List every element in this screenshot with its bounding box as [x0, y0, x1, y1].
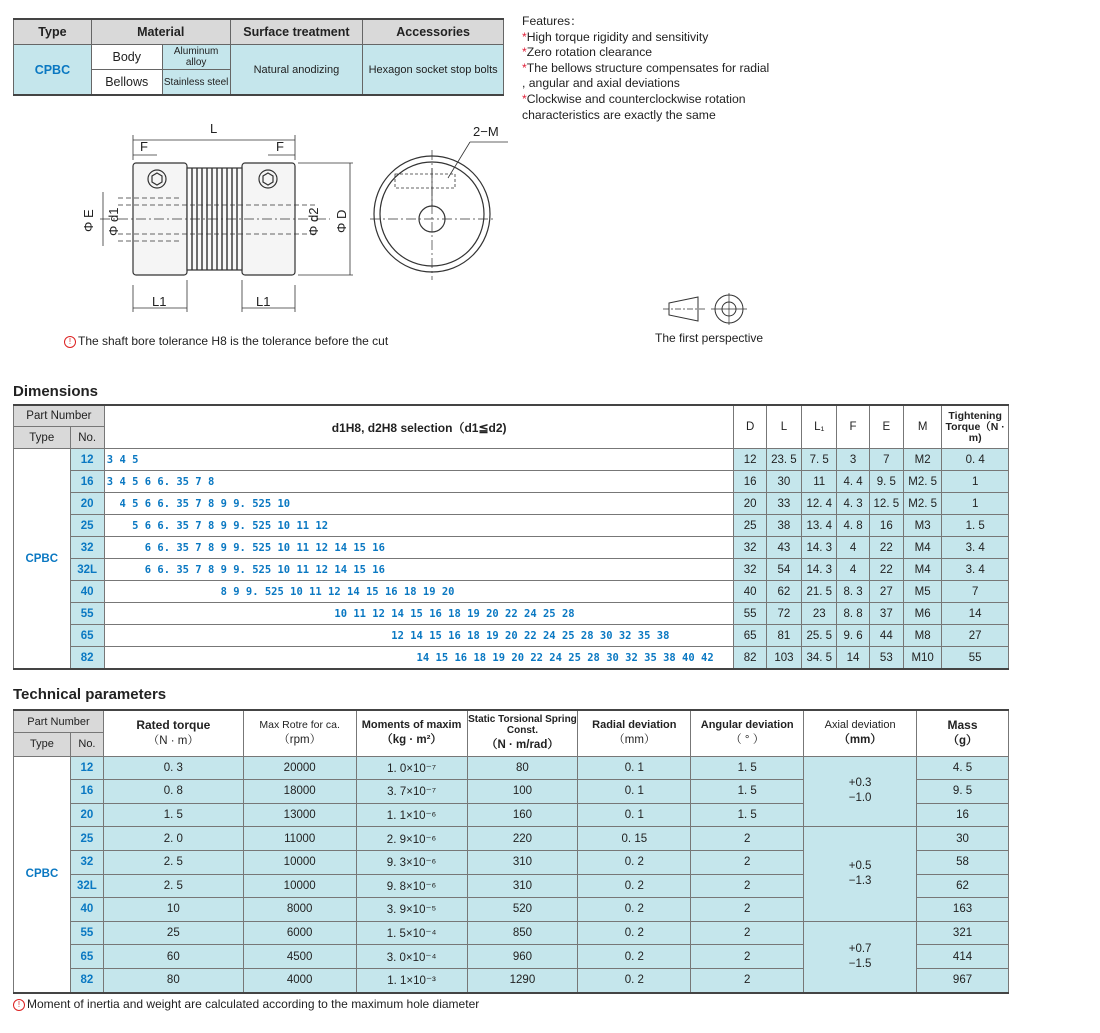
label-L1-left: L1 [152, 294, 167, 309]
dims-cell-L: 54 [766, 559, 801, 581]
tech-cell-rated: 25 [103, 921, 243, 945]
tech-no: 65 [70, 945, 103, 969]
dims-cell-D: 40 [734, 581, 766, 603]
dims-cell-F: 4 [837, 537, 869, 559]
tech-cell-rated: 1. 5 [103, 803, 243, 827]
tech-cell-rpm: 4500 [243, 945, 356, 969]
features-title: Features： [522, 14, 583, 28]
dims-no: 55 [70, 603, 104, 625]
dims-cell-L: 43 [766, 537, 801, 559]
dims-cell-M: M3 [903, 515, 941, 537]
table-row [14, 493, 1009, 515]
table-row [14, 647, 1009, 670]
dims-cell-L1: 13. 4 [802, 515, 837, 537]
dims-selection: 5 6 6. 35 7 8 9 9. 525 10 11 12 [104, 515, 734, 537]
dims-cell-D: 32 [734, 537, 766, 559]
dims-cell-T: 1 [942, 493, 1009, 515]
dims-selection: 3 4 5 6 6. 35 7 8 [104, 471, 734, 493]
dims-cell-F: 4. 8 [837, 515, 869, 537]
dims-cell-M: M2. 5 [903, 471, 941, 493]
tech-cell-radial: 0. 1 [578, 803, 691, 827]
dims-cell-L1: 14. 3 [802, 559, 837, 581]
tech-cell-radial: 0. 15 [578, 827, 691, 851]
tech-cell-angular: 1. 5 [691, 756, 804, 780]
dims-h-F: F [837, 405, 869, 449]
dims-cell-T: 7 [942, 581, 1009, 603]
dims-selection: 4 5 6 6. 35 7 8 9 9. 525 10 [104, 493, 734, 515]
dims-cell-M: M4 [903, 537, 941, 559]
dims-cell-L1: 34. 5 [802, 647, 837, 670]
dims-no: 20 [70, 493, 104, 515]
tech-no: 32 [70, 850, 103, 874]
tech-h-static: Static Torsional Spring Const. （N · m/rad） [467, 710, 578, 756]
inertia-note: ! Moment of inertia and weight are calculated according to the maximum hole diameter [13, 997, 479, 1011]
tech-cell-radial: 0. 2 [578, 874, 691, 898]
tech-cell-radial: 0. 1 [578, 756, 691, 780]
dims-h-selection: d1H8, d2H8 selection（d1≦d2) [104, 405, 734, 449]
tech-cell-moment: 3. 7×10⁻⁷ [356, 780, 467, 804]
coupling-drawing [60, 115, 520, 325]
label-E: Φ E [81, 209, 96, 232]
tech-cell-rated: 10 [103, 898, 243, 922]
label-L1-right: L1 [256, 294, 271, 309]
dims-cell-D: 12 [734, 449, 766, 471]
material-table [13, 18, 504, 96]
tech-cell-angular: 1. 5 [691, 780, 804, 804]
tech-cell-static: 520 [467, 898, 578, 922]
tech-cell-radial: 0. 2 [578, 898, 691, 922]
mat-header-accessories: Accessories [363, 19, 504, 45]
tech-no: 12 [70, 756, 103, 780]
tech-cell-moment: 3. 9×10⁻⁵ [356, 898, 467, 922]
tech-cell-rpm: 8000 [243, 898, 356, 922]
table-row [14, 921, 1009, 945]
mat-body-material: Aluminum alloy [162, 45, 230, 70]
dims-cell-L: 103 [766, 647, 801, 670]
feature-item: *Zero rotation clearance [522, 45, 653, 60]
tech-no: 20 [70, 803, 103, 827]
dims-selection: 14 15 16 18 19 20 22 24 25 28 30 32 35 38 40 42 [104, 647, 734, 670]
feature-item: *Clockwise and counterclockwise rotation [522, 91, 746, 106]
dims-cell-E: 27 [869, 581, 903, 603]
tech-axial: +0.5 −1.3 [804, 827, 917, 921]
dims-cell-M: M2. 5 [903, 493, 941, 515]
feature-item: *The bellows structure compensates for radial [522, 60, 770, 75]
dims-no: 25 [70, 515, 104, 537]
dims-cell-L1: 12. 4 [802, 493, 837, 515]
tech-cell-static: 220 [467, 827, 578, 851]
dims-cell-E: 44 [869, 625, 903, 647]
dims-cell-L1: 7. 5 [802, 449, 837, 471]
mat-header-material: Material [91, 19, 230, 45]
tech-cell-mass: 30 [917, 827, 1009, 851]
dims-cell-E: 37 [869, 603, 903, 625]
dims-cell-E: 12. 5 [869, 493, 903, 515]
tech-cell-angular: 1. 5 [691, 803, 804, 827]
tech-h-angular: Angular deviation （ ° ） [691, 710, 804, 756]
dims-no: 12 [70, 449, 104, 471]
tech-type: CPBC [14, 756, 71, 992]
tech-cell-radial: 0. 2 [578, 850, 691, 874]
table-row [14, 756, 1009, 780]
tech-cell-angular: 2 [691, 827, 804, 851]
feature-continuation: characteristics are exactly the same [522, 107, 716, 122]
tech-cell-static: 310 [467, 874, 578, 898]
tech-cell-mass: 9. 5 [917, 780, 1009, 804]
label-L: L [210, 121, 218, 136]
dims-cell-L1: 21. 5 [802, 581, 837, 603]
dims-cell-F: 14 [837, 647, 869, 670]
tech-cell-mass: 62 [917, 874, 1009, 898]
mat-type: CPBC [14, 45, 92, 96]
dims-cell-F: 3 [837, 449, 869, 471]
dims-cell-F: 4. 4 [837, 471, 869, 493]
dims-cell-M: M6 [903, 603, 941, 625]
tech-cell-rpm: 6000 [243, 921, 356, 945]
tech-cell-static: 1290 [467, 968, 578, 992]
dims-cell-E: 22 [869, 559, 903, 581]
dims-cell-F: 4 [837, 559, 869, 581]
tech-cell-moment: 2. 9×10⁻⁶ [356, 827, 467, 851]
tech-no: 32L [70, 874, 103, 898]
dims-h-no: No. [70, 427, 104, 449]
tech-cell-mass: 321 [917, 921, 1009, 945]
dims-cell-T: 1 [942, 471, 1009, 493]
technical-title: Technical parameters [13, 686, 167, 703]
dims-h-D: D [734, 405, 766, 449]
dims-selection: 6 6. 35 7 8 9 9. 525 10 11 12 14 15 16 [104, 559, 734, 581]
first-perspective-icon [663, 293, 753, 327]
tech-axial: +0.3 −1.0 [804, 756, 917, 827]
label-d2: Φ d2 [306, 207, 321, 236]
tech-axial: +0.7 −1.5 [804, 921, 917, 992]
tech-h-axial: Axial deviation （mm） [804, 710, 917, 756]
table-row [14, 515, 1009, 537]
dims-cell-D: 25 [734, 515, 766, 537]
dims-cell-L: 23. 5 [766, 449, 801, 471]
tech-no: 55 [70, 921, 103, 945]
dims-cell-D: 20 [734, 493, 766, 515]
dims-cell-F: 8. 3 [837, 581, 869, 603]
features [522, 14, 769, 123]
tech-cell-static: 100 [467, 780, 578, 804]
tech-cell-moment: 9. 8×10⁻⁶ [356, 874, 467, 898]
tech-cell-radial: 0. 2 [578, 945, 691, 969]
dims-no: 65 [70, 625, 104, 647]
dims-selection: 3 4 5 [104, 449, 734, 471]
dims-selection: 10 11 12 14 15 16 18 19 20 22 24 25 28 [104, 603, 734, 625]
tech-cell-angular: 2 [691, 968, 804, 992]
dims-cell-T: 55 [942, 647, 1009, 670]
tech-cell-mass: 58 [917, 850, 1009, 874]
tech-cell-angular: 2 [691, 850, 804, 874]
dims-h-L: L [766, 405, 801, 449]
tech-no: 82 [70, 968, 103, 992]
dims-cell-T: 3. 4 [942, 537, 1009, 559]
tech-cell-radial: 0. 2 [578, 968, 691, 992]
tech-cell-rated: 2. 0 [103, 827, 243, 851]
tech-cell-rated: 0. 8 [103, 780, 243, 804]
tech-cell-static: 160 [467, 803, 578, 827]
dims-cell-L1: 14. 3 [802, 537, 837, 559]
tech-cell-rated: 2. 5 [103, 850, 243, 874]
dims-cell-T: 14 [942, 603, 1009, 625]
tech-cell-rpm: 10000 [243, 874, 356, 898]
dims-cell-D: 65 [734, 625, 766, 647]
tech-cell-mass: 4. 5 [917, 756, 1009, 780]
dims-cell-F: 9. 6 [837, 625, 869, 647]
dims-cell-M: M4 [903, 559, 941, 581]
dims-cell-D: 32 [734, 559, 766, 581]
mat-surface: Natural anodizing [230, 45, 363, 96]
tech-cell-moment: 1. 5×10⁻⁴ [356, 921, 467, 945]
dims-cell-L: 33 [766, 493, 801, 515]
tech-h-no: No. [70, 733, 103, 757]
tech-no: 25 [70, 827, 103, 851]
technical-table [13, 709, 1009, 994]
dims-cell-E: 7 [869, 449, 903, 471]
dims-cell-M: M2 [903, 449, 941, 471]
tech-h-mass: Mass （g） [917, 710, 1009, 756]
dims-h-E: E [869, 405, 903, 449]
dims-cell-D: 82 [734, 647, 766, 670]
feature-item: *High torque rigidity and sensitivity [522, 29, 709, 44]
tech-cell-static: 310 [467, 850, 578, 874]
tech-cell-angular: 2 [691, 945, 804, 969]
tech-cell-rated: 2. 5 [103, 874, 243, 898]
label-D: Φ D [334, 209, 349, 233]
label-F-right: F [276, 139, 284, 154]
dims-h-type: Type [14, 427, 71, 449]
tech-cell-rated: 60 [103, 945, 243, 969]
tech-cell-radial: 0. 1 [578, 780, 691, 804]
tech-cell-static: 850 [467, 921, 578, 945]
dimensions-table [13, 404, 1009, 670]
tech-h-radial: Radial deviation （mm） [578, 710, 691, 756]
dims-selection: 12 14 15 16 18 19 20 22 24 25 28 30 32 35 38 [104, 625, 734, 647]
bore-tolerance-note: ! The shaft bore tolerance H8 is the tolerance before the cut [64, 334, 388, 348]
tech-cell-mass: 414 [917, 945, 1009, 969]
dims-cell-L: 30 [766, 471, 801, 493]
tech-cell-rpm: 18000 [243, 780, 356, 804]
dims-cell-L: 81 [766, 625, 801, 647]
tech-cell-moment: 1. 0×10⁻⁷ [356, 756, 467, 780]
tech-h-moment: Moments of maxim （kg · m²） [356, 710, 467, 756]
tech-h-maxrot: Max Rotre for ca. （rpm） [243, 710, 356, 756]
mat-header-surface: Surface treatment [230, 19, 363, 45]
tech-cell-moment: 1. 1×10⁻⁶ [356, 803, 467, 827]
tech-h-type: Type [14, 733, 71, 757]
dims-type: CPBC [14, 449, 71, 670]
dims-cell-L: 62 [766, 581, 801, 603]
table-row [14, 603, 1009, 625]
mat-header-type: Type [14, 19, 92, 45]
dims-cell-L: 72 [766, 603, 801, 625]
tech-cell-static: 80 [467, 756, 578, 780]
dims-cell-T: 3. 4 [942, 559, 1009, 581]
dims-no: 32L [70, 559, 104, 581]
dims-cell-E: 53 [869, 647, 903, 670]
dims-cell-L1: 11 [802, 471, 837, 493]
tech-cell-moment: 9. 3×10⁻⁶ [356, 850, 467, 874]
dims-h-M: M [903, 405, 941, 449]
table-row [14, 471, 1009, 493]
table-row [14, 625, 1009, 647]
tech-cell-rated: 80 [103, 968, 243, 992]
tech-cell-rpm: 11000 [243, 827, 356, 851]
tech-h-rated: Rated torque （N · m） [103, 710, 243, 756]
dims-h-part-number: Part Number [14, 405, 105, 427]
tech-cell-angular: 2 [691, 874, 804, 898]
dims-cell-T: 0. 4 [942, 449, 1009, 471]
dims-h-L1: L₁ [802, 405, 837, 449]
dims-selection: 6 6. 35 7 8 9 9. 525 10 11 12 14 15 16 [104, 537, 734, 559]
dims-h-torque: Tightening Torque（N · m) [942, 405, 1009, 449]
dims-no: 16 [70, 471, 104, 493]
tech-cell-mass: 967 [917, 968, 1009, 992]
dims-no: 40 [70, 581, 104, 603]
dims-cell-L1: 25. 5 [802, 625, 837, 647]
tech-h-part-number: Part Number [14, 710, 104, 733]
dims-cell-M: M5 [903, 581, 941, 603]
tech-cell-static: 960 [467, 945, 578, 969]
label-F-left: F [140, 139, 148, 154]
dims-cell-M: M8 [903, 625, 941, 647]
tech-cell-rpm: 13000 [243, 803, 356, 827]
tech-cell-mass: 16 [917, 803, 1009, 827]
table-row [14, 559, 1009, 581]
perspective-label: The first perspective [655, 331, 764, 345]
feature-continuation: , angular and axial deviations [522, 76, 680, 91]
tech-cell-rpm: 4000 [243, 968, 356, 992]
table-row [14, 581, 1009, 603]
dims-cell-D: 55 [734, 603, 766, 625]
mat-bellows-material: Stainless steel [162, 70, 230, 96]
dims-no: 32 [70, 537, 104, 559]
tech-cell-moment: 1. 1×10⁻³ [356, 968, 467, 992]
mat-part-body: Body [91, 45, 162, 70]
dims-cell-E: 9. 5 [869, 471, 903, 493]
dims-cell-E: 16 [869, 515, 903, 537]
table-row [14, 827, 1009, 851]
dims-cell-T: 27 [942, 625, 1009, 647]
dims-cell-F: 8. 8 [837, 603, 869, 625]
dims-cell-D: 16 [734, 471, 766, 493]
dims-no: 82 [70, 647, 104, 670]
dims-selection: 8 9 9. 525 10 11 12 14 15 16 18 19 20 [104, 581, 734, 603]
tech-no: 16 [70, 780, 103, 804]
tech-cell-rated: 0. 3 [103, 756, 243, 780]
label-M: 2−M [473, 124, 499, 139]
dims-cell-M: M10 [903, 647, 941, 670]
dims-cell-L1: 23 [802, 603, 837, 625]
tech-cell-angular: 2 [691, 921, 804, 945]
mat-part-bellows: Bellows [91, 70, 162, 96]
tech-cell-rpm: 10000 [243, 850, 356, 874]
tech-cell-angular: 2 [691, 898, 804, 922]
dims-cell-E: 22 [869, 537, 903, 559]
dims-cell-F: 4. 3 [837, 493, 869, 515]
table-row [14, 449, 1009, 471]
tech-cell-moment: 3. 0×10⁻⁴ [356, 945, 467, 969]
dimensions-title: Dimensions [13, 383, 99, 400]
table-row [14, 537, 1009, 559]
dims-cell-T: 1. 5 [942, 515, 1009, 537]
tech-no: 40 [70, 898, 103, 922]
dims-cell-L: 38 [766, 515, 801, 537]
label-d1: Φ d1 [106, 207, 121, 236]
tech-cell-radial: 0. 2 [578, 921, 691, 945]
tech-cell-mass: 163 [917, 898, 1009, 922]
mat-accessories: Hexagon socket stop bolts [363, 45, 504, 96]
tech-cell-rpm: 20000 [243, 756, 356, 780]
